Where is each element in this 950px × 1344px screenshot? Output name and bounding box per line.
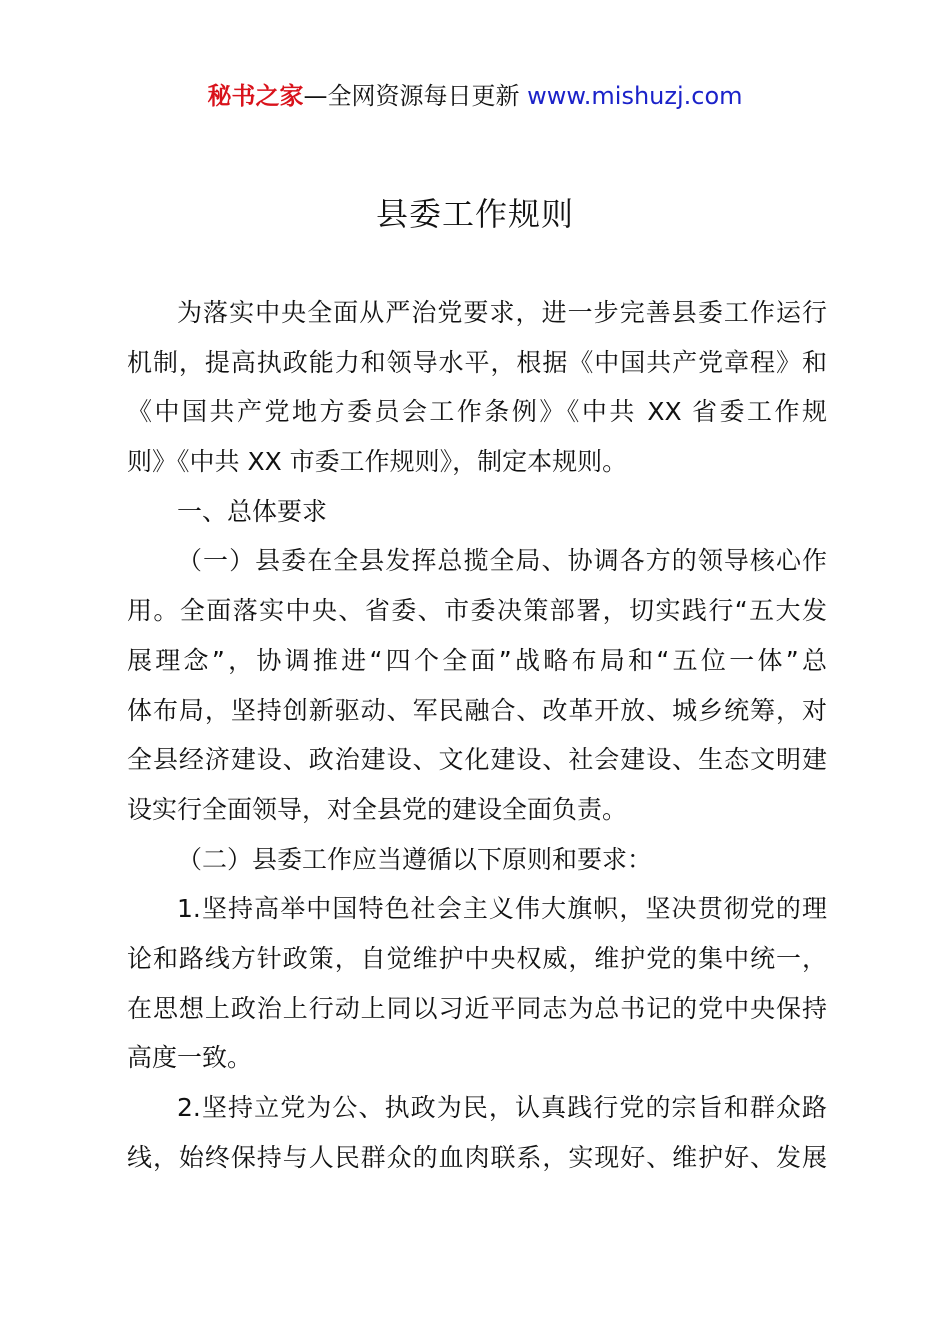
paragraph-line: （二）县委工作应当遵循以下原则和要求： xyxy=(177,844,653,874)
paragraph-line: 机制，提高执政能力和领导水平，根据《中国共产党章程》和 xyxy=(127,347,827,377)
site-url-link[interactable]: www.mishuzj.com xyxy=(527,82,743,110)
paragraph-line: 1.坚持高举中国特色社会主义伟大旗帜，坚决贯彻党的理 xyxy=(177,894,827,924)
site-tagline: —全网资源每日更新 xyxy=(303,82,520,110)
paragraph-line: 展理念”，协调推进“四个全面”战略布局和“五位一体”总 xyxy=(127,645,827,675)
paragraph-line: 为落实中央全面从严治党要求，进一步完善县委工作运行 xyxy=(177,298,827,327)
paragraph-line: 设实行全面领导，对全县党的建设全面负责。 xyxy=(127,794,628,824)
section-heading: 一、总体要求 xyxy=(177,496,328,526)
paragraph-line: 则》《中共 XX 市委工作规则》，制定本规则。 xyxy=(127,447,628,477)
paragraph-line: （一）县委在全县发挥总揽全局、协调各方的领导核心作 xyxy=(177,546,827,576)
site-brand: 秘书之家 xyxy=(207,82,304,110)
paragraph-line: 高度一致。 xyxy=(127,1043,253,1073)
site-header xyxy=(0,78,950,114)
paragraph-line: 用。全面落实中央、省委、市委决策部署，切实践行“五大发 xyxy=(127,596,827,626)
paragraph-line: 体布局，坚持创新驱动、军民融合、改革开放、城乡统筹，对 xyxy=(127,695,827,725)
paragraph-line: 全县经济建设、政治建设、文化建设、社会建设、生态文明建 xyxy=(127,745,827,775)
paragraph-line: 在思想上政治上行动上同以习近平同志为总书记的党中央保持 xyxy=(127,993,827,1023)
paragraph-line: 论和路线方针政策，自觉维护中央权威，维护党的集中统一， xyxy=(127,943,827,973)
document-body xyxy=(127,288,827,1182)
paragraph-line: 线，始终保持与人民群众的血肉联系，实现好、维护好、发展 xyxy=(127,1142,827,1172)
paragraph-line: 2.坚持立党为公、执政为民，认真践行党的宗旨和群众路 xyxy=(177,1093,827,1122)
paragraph-line: 《中国共产党地方委员会工作条例》《中共 XX 省委工作规 xyxy=(127,397,827,427)
document-title: 县委工作规则 xyxy=(375,195,574,233)
